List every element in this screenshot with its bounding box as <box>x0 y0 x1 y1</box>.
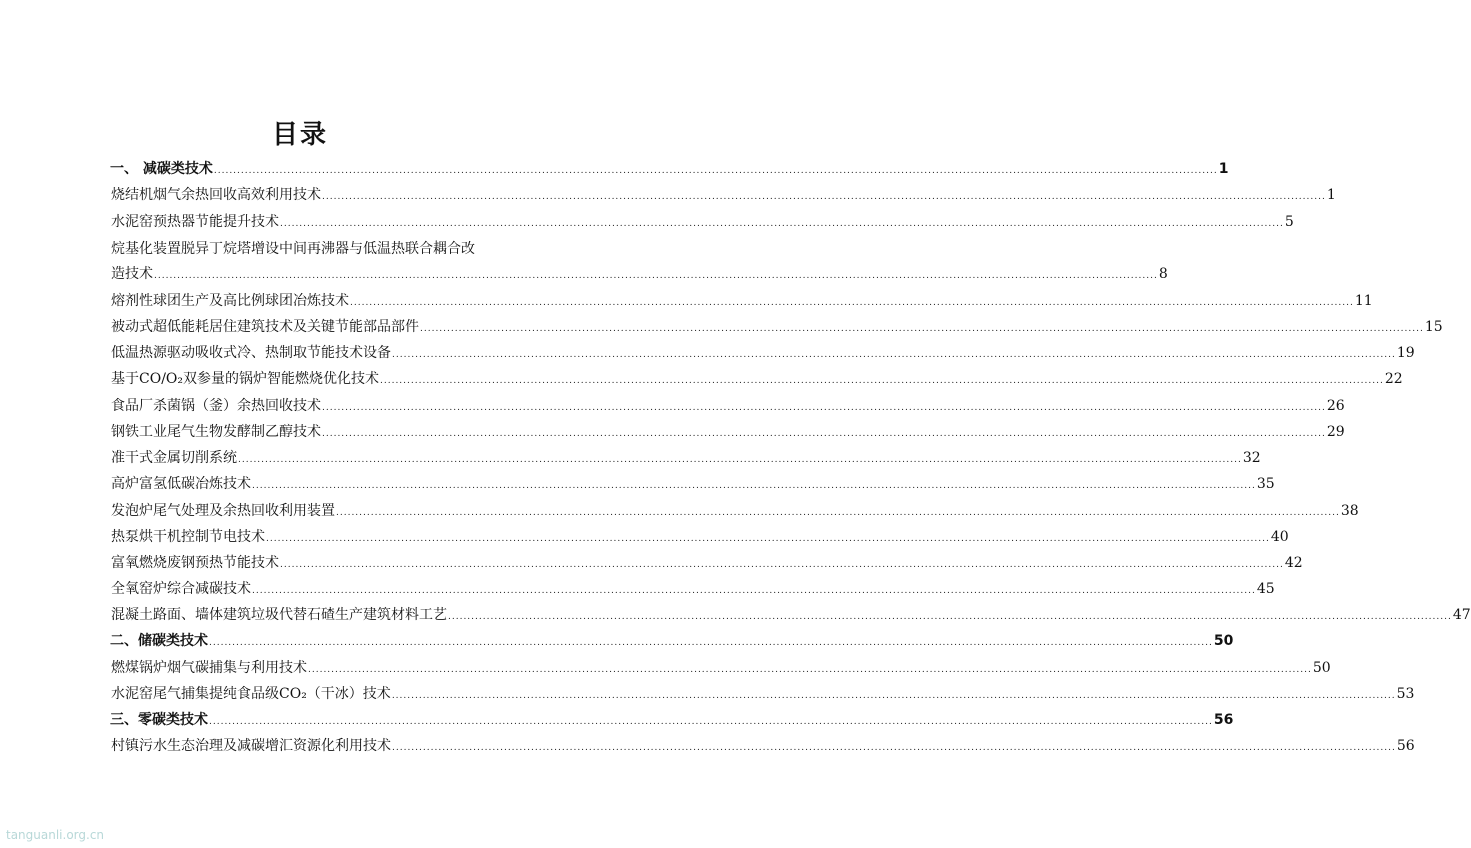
toc-page-number: 15 <box>1424 319 1443 335</box>
toc-entry[interactable] <box>111 659 1331 679</box>
toc-page-number: 1 <box>1326 187 1336 203</box>
watermark: tanguanli.org.cn <box>6 828 105 842</box>
toc-entry-title: 低温热源驱动吸收式冷、热制取节能技术设备 <box>111 345 391 361</box>
toc-leader-dots: .................................................................................................................................................................................................................................................................... <box>420 324 1424 334</box>
toc-leader-dots: .................................................................................................................................................................................................................................................................... <box>392 743 1396 753</box>
toc-entry-title: 烧结机烟气余热回收高效利用技术 <box>111 187 321 203</box>
toc-page-number: 50 <box>1213 633 1234 649</box>
toc-leader-dots: .................................................................................................................................................................................................................................................................... <box>392 350 1396 360</box>
toc-entry-title: 熔剂性球团生产及高比例球团冶炼技术 <box>111 293 349 309</box>
toc-entry[interactable] <box>111 449 1261 469</box>
toc-leader-dots: .................................................................................................................................................................................................................................................................... <box>322 192 1326 202</box>
toc-entry[interactable] <box>111 580 1275 600</box>
toc-leader-dots: .................................................................................................................................................................................................................................................................... <box>154 271 1158 281</box>
toc-leader-dots: .................................................................................................................................................................................................................................................................... <box>322 429 1326 439</box>
toc-leader-dots: .................................................................................................................................................................................................................................................................... <box>280 560 1284 570</box>
toc-entry-title: 三、零碳类技术 <box>110 712 208 728</box>
toc-leader-dots: .................................................................................................................................................................................................................................................................... <box>213 166 1218 176</box>
toc-leader-dots: .................................................................................................................................................................................................................................................................... <box>238 455 1242 465</box>
toc-page-number: 26 <box>1326 398 1345 414</box>
toc-leader-dots: .................................................................................................................................................................................................................................................................... <box>252 586 1256 596</box>
toc-page-number: 5 <box>1284 214 1294 230</box>
toc-entry-title: 村镇污水生态治理及减碳增汇资源化利用技术 <box>111 738 391 754</box>
toc-entry-title: 被动式超低能耗居住建筑技术及关键节能部品部件 <box>111 319 419 335</box>
toc-page-number: 56 <box>1396 738 1415 754</box>
toc-entry-title: 全氧窑炉综合减碳技术 <box>111 581 251 597</box>
toc-page-number: 8 <box>1158 266 1168 282</box>
page-title: 目录 <box>271 120 328 150</box>
toc-entry[interactable] <box>111 528 1289 548</box>
toc-leader-dots: .................................................................................................................................................................................................................................................................... <box>391 691 1396 701</box>
toc-leader-dots: .................................................................................................................................................................................................................................................................... <box>350 298 1354 308</box>
toc-leader-dots: .................................................................................................................................................................................................................................................................... <box>266 534 1270 544</box>
toc-entry-title: 二、储碳类技术 <box>110 633 208 649</box>
toc-entry[interactable] <box>111 397 1345 417</box>
toc-page-number: 53 <box>1396 686 1415 702</box>
toc-section-heading[interactable] <box>110 632 1234 652</box>
toc-page-number: 1 <box>1218 161 1229 177</box>
toc-page-number: 56 <box>1213 712 1234 728</box>
toc-page-number: 50 <box>1312 660 1331 676</box>
toc-entry[interactable] <box>111 502 1359 522</box>
toc-leader-dots: .................................................................................................................................................................................................................................................................... <box>280 219 1284 229</box>
toc-leader-dots: .................................................................................................................................................................................................................................................................... <box>448 612 1452 622</box>
toc-page-number: 29 <box>1326 424 1345 440</box>
toc-entry[interactable] <box>111 265 1168 285</box>
toc-entry[interactable] <box>111 370 1403 390</box>
toc-entry-title: 混凝土路面、墙体建筑垃圾代替石碴生产建筑材料工艺 <box>111 607 447 623</box>
toc-entry[interactable] <box>111 685 1415 705</box>
toc-entry-title: 富氧燃烧废钢预热节能技术 <box>111 555 279 571</box>
toc-page-number: 47 <box>1452 607 1471 623</box>
toc-entry[interactable] <box>111 292 1373 312</box>
toc-entry-title: 准干式金属切削系统 <box>111 450 237 466</box>
toc-page-number: 45 <box>1256 581 1275 597</box>
toc-page-number: 40 <box>1270 529 1289 545</box>
toc-page-number: 42 <box>1284 555 1303 571</box>
toc-page-number: 35 <box>1256 476 1275 492</box>
toc-entry-title: 造技术 <box>111 266 153 282</box>
toc-leader-dots: .................................................................................................................................................................................................................................................................... <box>209 638 1213 648</box>
toc-entry-first-line: 烷基化装置脱异丁烷塔增设中间再沸器与低温热联合耦合改 <box>111 241 475 257</box>
toc-entry[interactable] <box>111 318 1443 338</box>
toc-entry-title: 基于CO/O₂双参量的锅炉智能燃烧优化技术 <box>111 371 379 387</box>
toc-entry-title: 水泥窑尾气捕集提纯食品级CO₂（干冰）技术 <box>111 686 391 702</box>
toc-entry-title: 一、 减碳类技术 <box>110 161 213 177</box>
toc-entry[interactable] <box>111 737 1415 757</box>
toc-leader-dots: .................................................................................................................................................................................................................................................................... <box>336 508 1340 518</box>
toc-section-heading[interactable] <box>110 711 1234 731</box>
toc-entry-title: 燃煤锅炉烟气碳捕集与利用技术 <box>111 660 307 676</box>
toc-entry[interactable] <box>111 606 1471 626</box>
toc-entry[interactable] <box>111 344 1415 364</box>
toc-leader-dots: .................................................................................................................................................................................................................................................................... <box>252 481 1256 491</box>
toc-leader-dots: .................................................................................................................................................................................................................................................................... <box>209 717 1213 727</box>
toc-entry[interactable] <box>111 554 1303 574</box>
toc-entry[interactable] <box>111 475 1275 495</box>
toc-entry[interactable] <box>111 213 1294 233</box>
toc-leader-dots: .................................................................................................................................................................................................................................................................... <box>308 665 1312 675</box>
toc-entry-title: 热泵烘干机控制节电技术 <box>111 529 265 545</box>
toc-leader-dots: .................................................................................................................................................................................................................................................................... <box>322 403 1326 413</box>
toc-entry-title: 发泡炉尾气处理及余热回收利用装置 <box>111 503 335 519</box>
toc-page-number: 22 <box>1384 371 1403 387</box>
toc-page-number: 11 <box>1354 293 1373 309</box>
toc-page-number: 19 <box>1396 345 1415 361</box>
toc-section-heading[interactable] <box>110 160 1229 180</box>
toc-page-number: 32 <box>1242 450 1261 466</box>
toc-entry-title: 食品厂杀菌锅（釜）余热回收技术 <box>111 398 321 414</box>
toc-entry-title: 钢铁工业尾气生物发酵制乙醇技术 <box>111 424 321 440</box>
toc-entry[interactable] <box>111 186 1336 206</box>
toc-entry-title: 高炉富氢低碳冶炼技术 <box>111 476 251 492</box>
toc-leader-dots: .................................................................................................................................................................................................................................................................... <box>380 376 1384 386</box>
toc-entry-title: 水泥窑预热器节能提升技术 <box>111 214 279 230</box>
toc-page-number: 38 <box>1340 503 1359 519</box>
toc-entry[interactable] <box>111 423 1345 443</box>
